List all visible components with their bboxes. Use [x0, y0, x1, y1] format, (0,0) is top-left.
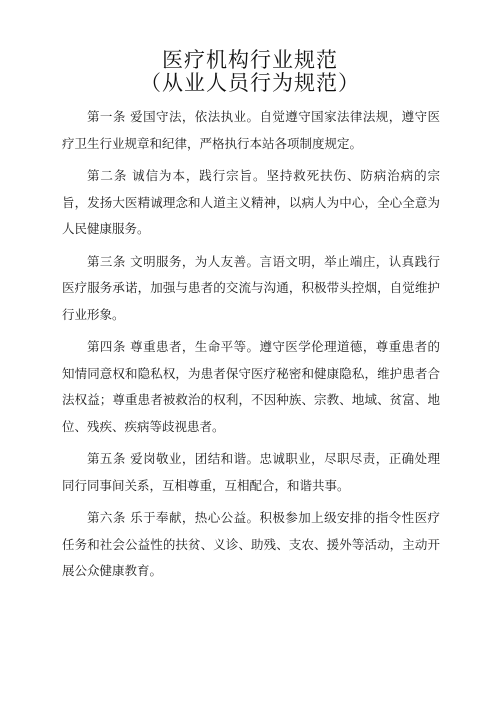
document-subtitle: （从业人员行为规范） [140, 71, 360, 95]
document-body [62, 104, 440, 591]
document-title: 医疗机构行业规范 [162, 48, 338, 72]
article-1: 第一条 爱国守法，依法执业。自觉遵守国家法律法规，遵守医疗卫生行业规章和纪律，严格执行本站各项制度规定。 [62, 109, 440, 151]
article-3: 第三条 文明服务，为人友善。言语文明，举止端庄，认真践行医疗服务承诺，加强与患者的交流与沟通，积极带头控烟，自觉维护行业形象。 [62, 253, 440, 322]
article-6: 第六条 乐于奉献，热心公益。积极参加上级安排的指令性医疗任务和社会公益性的扶贫、义诊、助残、支农、援外等活动，主动开展公众健康教育。 [62, 510, 440, 578]
article-4: 第四条 尊重患者，生命平等。遵守医学伦理道德，尊重患者的知情同意权和隐私权，为患者保守医疗秘密和健康隐私，维护患者合法权益；尊重患者被救治的权利，不因种族、宗教、地域、贫富、地位、残疾、疾病等歧视患者。 [62, 339, 440, 434]
article-5: 第五条 爱岗敬业，团结和谐。忠诚职业，尽职尽责，正确处理同行同事间关系，互相尊重，互相配合，和谐共事。 [62, 451, 440, 493]
article-2: 第二条 诚信为本，践行宗旨。坚持救死扶伤、防病治病的宗旨，发扬大医精诚理念和人道主义精神，以病人为中心，全心全意为人民健康服务。 [62, 168, 440, 236]
